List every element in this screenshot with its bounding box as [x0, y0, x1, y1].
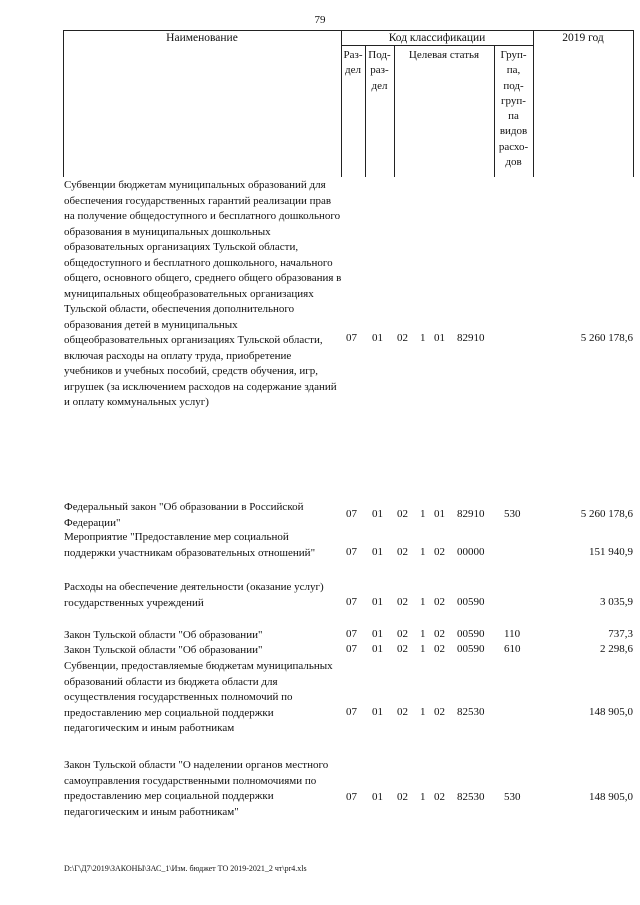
- row-subsection: 01: [372, 332, 383, 344]
- row-section: 07: [346, 706, 357, 718]
- row-name: Субвенции, предоставляемые бюджетам муниципальных образований области из бюджета области для осуществления государственных полномочий по предоставлению мер социальной поддержки педагогическим и иным работникам: [64, 660, 333, 734]
- row-target-part4: 00590: [457, 643, 485, 655]
- row-target-part3: 02: [434, 546, 445, 558]
- row-target-part4: 82910: [457, 508, 485, 520]
- header-name: Наименование: [166, 32, 238, 44]
- row-target-part1: 02: [397, 508, 408, 520]
- row-target-part4: 82530: [457, 706, 485, 718]
- row-target-part2: 1: [420, 546, 426, 558]
- row-target-part2: 1: [420, 596, 426, 608]
- row-target-part2: 1: [420, 791, 426, 803]
- page-number: 79: [314, 14, 326, 26]
- row-target-part4: 00590: [457, 628, 485, 640]
- header-code: Код классификации: [388, 32, 486, 44]
- row-amount: 2 298,6: [600, 643, 633, 655]
- row-name: Федеральный закон "Об образовании в Российской Федерации": [64, 501, 304, 529]
- row-target-part1: 02: [397, 332, 408, 344]
- row-target-part3: 01: [434, 332, 445, 344]
- row-target-part2: 1: [420, 508, 426, 520]
- header-target: Целевая статья: [408, 49, 480, 61]
- row-section: 07: [346, 546, 357, 558]
- row-target-part1: 02: [397, 628, 408, 640]
- row-name: Расходы на обеспечение деятельности (оказание услуг) государственных учреждений: [64, 581, 324, 609]
- row-target-part1: 02: [397, 706, 408, 718]
- row-target-part4: 00000: [457, 546, 485, 558]
- row-section: 07: [346, 791, 357, 803]
- row-target-part1: 02: [397, 643, 408, 655]
- row-subsection: 01: [372, 628, 383, 640]
- row-target-part4: 00590: [457, 596, 485, 608]
- row-name: Закон Тульской области "Об образовании": [64, 629, 263, 641]
- row-target-part1: 02: [397, 546, 408, 558]
- row-section: 07: [346, 628, 357, 640]
- row-target-part3: 02: [434, 706, 445, 718]
- row-amount: 3 035,9: [600, 596, 633, 608]
- row-name: Мероприятие "Предоставление мер социальной поддержки участникам образовательных отношений": [64, 531, 316, 559]
- row-target-part1: 02: [397, 791, 408, 803]
- row-target-part4: 82910: [457, 332, 485, 344]
- row-subsection: 01: [372, 546, 383, 558]
- row-section: 07: [346, 332, 357, 344]
- header-group: Груп- па, под- груп- па видов расхо- дов: [498, 49, 529, 169]
- row-subsection: 01: [372, 643, 383, 655]
- row-amount: 148 905,0: [589, 791, 633, 803]
- header-section: Раз- дел: [343, 49, 363, 77]
- row-target-part3: 02: [434, 596, 445, 608]
- row-target-part2: 1: [420, 706, 426, 718]
- row-target-part2: 1: [420, 332, 426, 344]
- row-name: Закон Тульской области "Об образовании": [64, 644, 263, 656]
- row-amount: 5 260 178,6: [580, 332, 633, 344]
- row-target-part3: 02: [434, 628, 445, 640]
- row-expense-group: 610: [504, 643, 521, 655]
- row-amount: 737,3: [608, 628, 633, 640]
- row-target-part3: 01: [434, 508, 445, 520]
- row-expense-group: 530: [504, 791, 521, 803]
- file-path-footer: D:\Г\Д7\2019\ЗАКОНЫ\ЗАС_1\Изм. бюджет ТО 2019-2021_2 чт\pr4.xls: [64, 864, 307, 873]
- row-name: Закон Тульской области "О наделении органов местного самоуправления государственными полномочиями по предоставлению мер социальной поддержки педагогическим и иным работникам": [64, 759, 329, 818]
- row-amount: 151 940,9: [589, 546, 633, 558]
- row-target-part3: 02: [434, 791, 445, 803]
- row-target-part3: 02: [434, 643, 445, 655]
- row-section: 07: [346, 596, 357, 608]
- row-subsection: 01: [372, 596, 383, 608]
- row-amount: 148 905,0: [589, 706, 633, 718]
- row-target-part2: 1: [420, 628, 426, 640]
- row-expense-group: 110: [504, 628, 521, 640]
- row-subsection: 01: [372, 791, 383, 803]
- row-subsection: 01: [372, 706, 383, 718]
- row-section: 07: [346, 508, 357, 520]
- row-expense-group: 530: [504, 508, 521, 520]
- row-subsection: 01: [372, 508, 383, 520]
- row-name: Субвенции бюджетам муниципальных образований для обеспечения государственных гарантий реализации прав на получение общедоступного и бесплатного дошкольного образования в муниципальных дошкольных образовательных организациях Тульской области, общедоступного и бесплатного дошкольного, начального общего, основного общего, среднего общего образования в муниципальных общеобразовательных организациях Тульской области, обеспечения дополнительного образования детей в муниципальных общеобразовательных организациях Тульской области, включая расходы на оплату труда, приобретение учебников и учебных пособий, средств обучения, игр, игрушек (за исключением расходов на содержание зданий и оплату коммунальных услуг): [64, 179, 342, 408]
- row-section: 07: [346, 643, 357, 655]
- row-target-part1: 02: [397, 596, 408, 608]
- header-subsection: Под- раз- дел: [368, 49, 391, 92]
- row-target-part2: 1: [420, 643, 426, 655]
- row-amount: 5 260 178,6: [580, 508, 633, 520]
- row-target-part4: 82530: [457, 791, 485, 803]
- header-year: 2019 год: [562, 32, 604, 44]
